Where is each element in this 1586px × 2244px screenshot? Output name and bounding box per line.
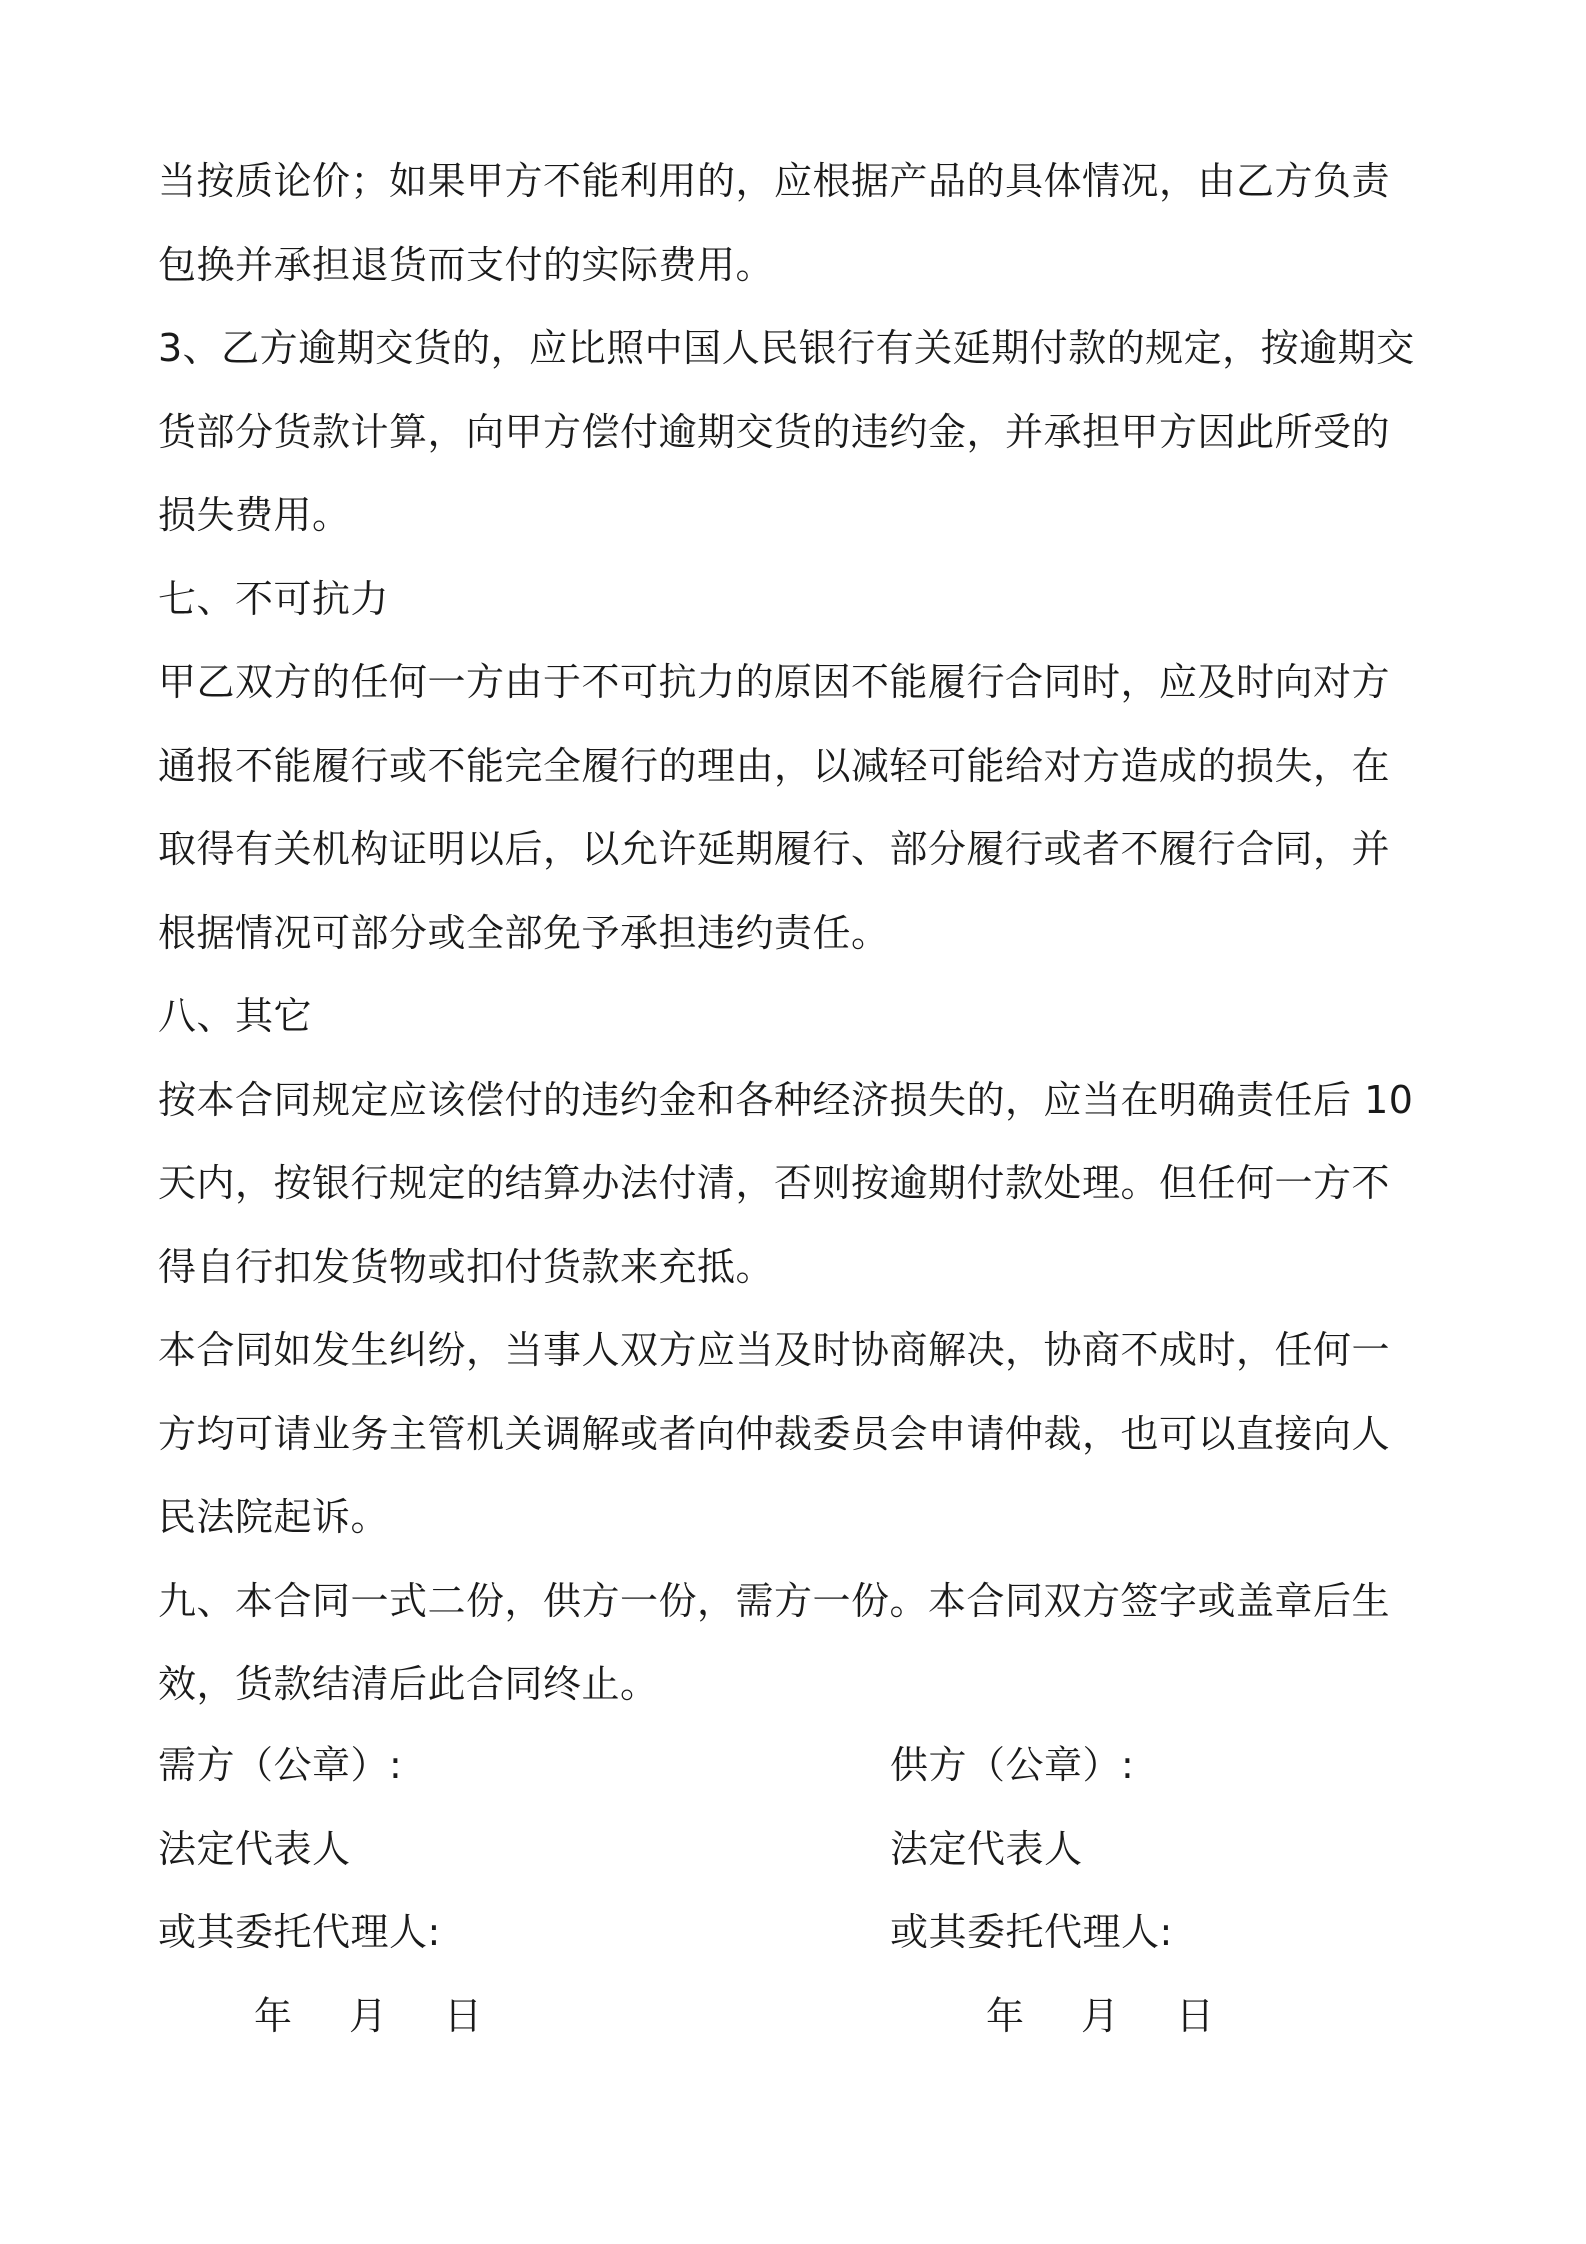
year-label: 年 [254, 1993, 293, 2038]
month-label: 月 [349, 1993, 388, 2038]
month-label: 月 [1081, 1993, 1120, 2038]
section-heading-other: 八、其它 [158, 994, 313, 1038]
buyer-signature-block [158, 1724, 539, 2058]
body-line: 民法院起诉。 [158, 1495, 390, 1539]
buyer-agent-label: 或其委托代理人: [158, 1910, 441, 1954]
body-line: 方均可请业务主管机关调解或者向仲裁委员会申请仲裁，也可以直接向人 [158, 1411, 1391, 1456]
body-line: 按本合同规定应该偿付的违约金和各种经济损失的，应当在明确责任后 10 [158, 1077, 1414, 1122]
body-line: 损失费用。 [158, 493, 351, 537]
supplier-date-row [890, 1975, 1271, 2059]
supplier-rep-label: 法定代表人 [890, 1826, 1083, 1871]
year-label: 年 [986, 1993, 1025, 2038]
buyer-seal-label: 需方（公章）: [158, 1743, 403, 1787]
body-line: 货部分货款计算，向甲方偿付逾期交货的违约金，并承担甲方因此所受的 [158, 409, 1391, 454]
supplier-signature-block [890, 1724, 1271, 2058]
section-heading-copies: 九、本合同一式二份，供方一份，需方一份。本合同双方签字或盖章后生 [158, 1578, 1391, 1623]
body-line: 根据情况可部分或全部免予承担违约责任。 [158, 910, 890, 955]
section-heading-force-majeure: 七、不可抗力 [158, 576, 390, 621]
body-line: 甲乙双方的任何一方由于不可抗力的原因不能履行合同时，应及时向对方 [158, 660, 1391, 704]
body-line: 效，货款结清后此合同终止。 [158, 1662, 659, 1706]
body-line: 天内，按银行规定的结算办法付清，否则按逾期付款处理。但任何一方不 [158, 1161, 1391, 1205]
clause-3-line: 3、乙方逾期交货的，应比照中国人民银行有关延期付款的规定，按逾期交 [158, 326, 1415, 370]
body-line: 得自行扣发货物或扣付货款来充抵。 [158, 1244, 775, 1289]
body-line: 通报不能履行或不能完全履行的理由，以减轻可能给对方造成的损失，在 [158, 743, 1391, 788]
contract-body [158, 140, 1415, 1727]
body-line: 本合同如发生纠纷，当事人双方应当及时协商解决，协商不成时，任何一 [158, 1328, 1391, 1372]
day-label: 日 [444, 1993, 483, 2038]
day-label: 日 [1176, 1993, 1215, 2038]
supplier-agent-label: 或其委托代理人: [890, 1910, 1173, 1954]
buyer-rep-label: 法定代表人 [158, 1826, 351, 1871]
supplier-seal-label: 供方（公章）: [890, 1743, 1135, 1787]
body-line: 取得有关机构证明以后，以允许延期履行、部分履行或者不履行合同，并 [158, 827, 1391, 871]
buyer-date-row [158, 1975, 539, 2059]
body-line: 包换并承担退货而支付的实际费用。 [158, 242, 775, 287]
body-line: 当按质论价；如果甲方不能利用的，应根据产品的具体情况，由乙方负责 [158, 159, 1391, 203]
